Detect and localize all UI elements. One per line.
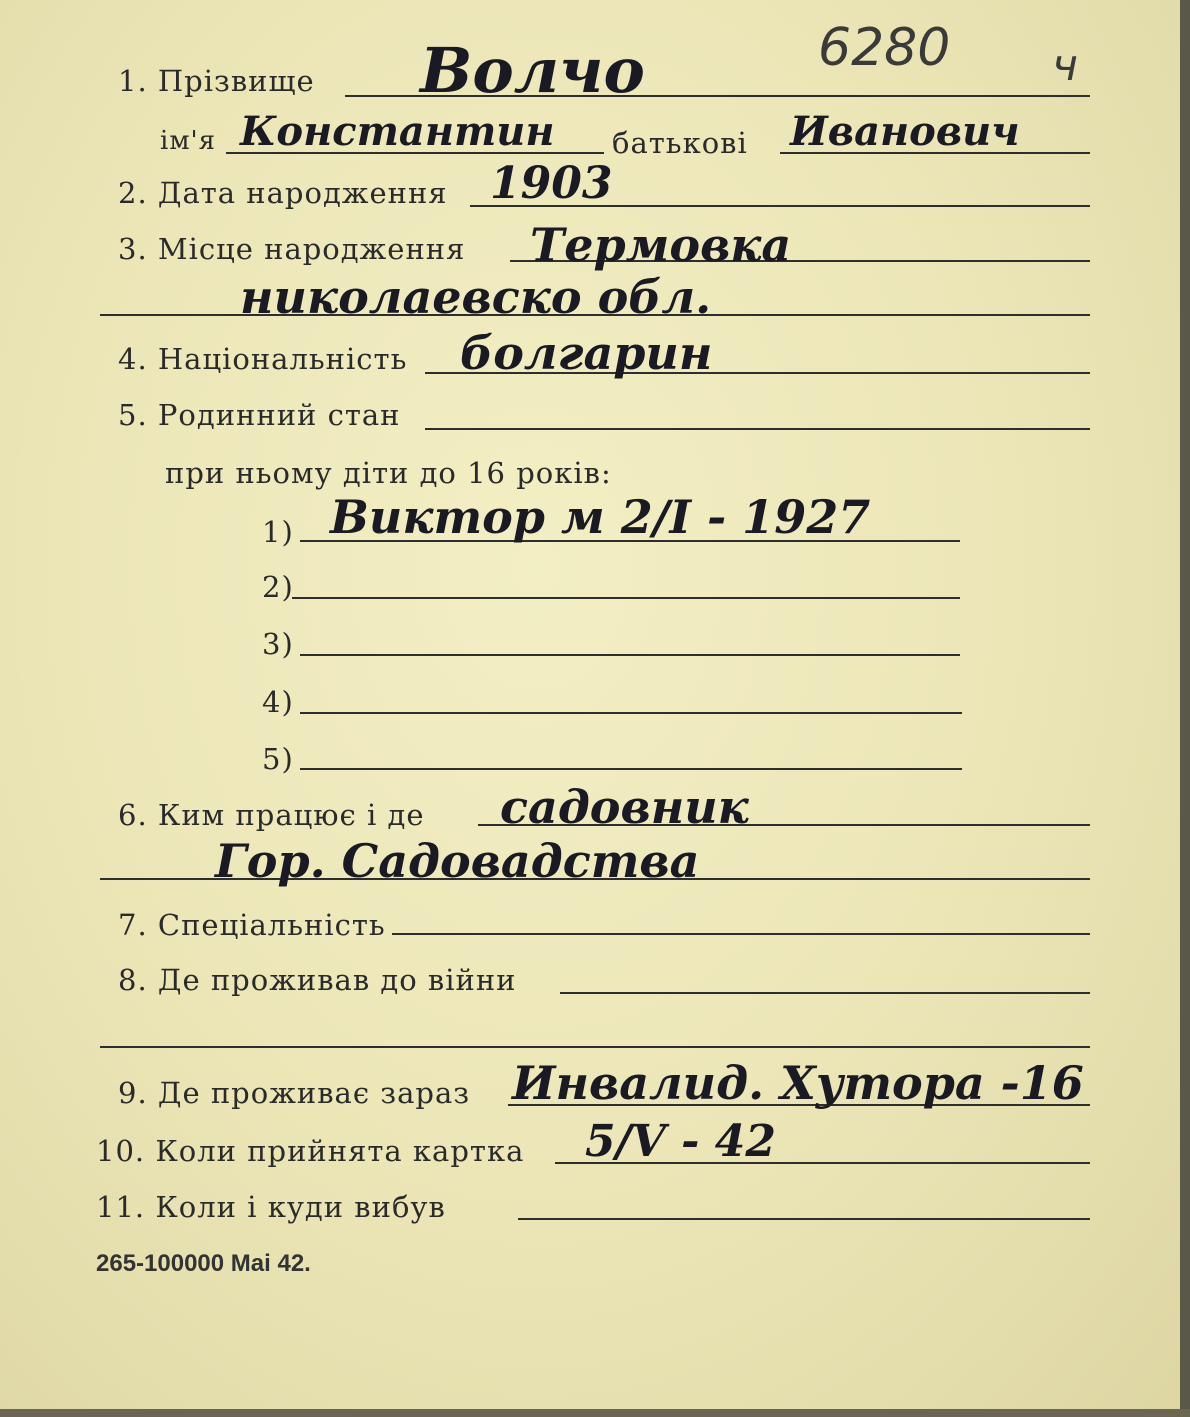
name-value: Константин: [240, 108, 555, 155]
child-2-num: 2): [262, 570, 294, 604]
print-mark: 265-100000 Mai 42.: [96, 1250, 311, 1277]
child-5-line: [300, 768, 962, 770]
child-2-line: [292, 597, 960, 599]
work-value-2: Гор. Садовадства: [215, 834, 700, 888]
work-label: 6. Ким працює і де: [118, 798, 425, 832]
departed-label: 11. Коли і куди вибув: [96, 1190, 446, 1224]
current-value: Инвалид. Хутора -16: [512, 1056, 1084, 1110]
children-label: при ньому діти до 16 років:: [165, 456, 612, 490]
child-4-line: [300, 712, 962, 714]
accepted-label: 10. Коли прийнята картка: [96, 1134, 525, 1168]
nationality-label: 4. Національність: [118, 342, 408, 376]
name-label: ім'я: [160, 126, 217, 156]
prewar-line-2: [100, 1046, 1090, 1048]
child-5-num: 5): [262, 742, 294, 776]
patronymic-label: батькові: [612, 126, 748, 160]
departed-line: [518, 1218, 1090, 1220]
ref-number: 6280: [818, 18, 951, 78]
birth-place-value-1: Термовка: [530, 218, 792, 272]
marital-line: [425, 428, 1090, 430]
birth-place-label: 3. Місце народження: [118, 232, 466, 266]
surname-value: Волчо: [420, 34, 645, 107]
ref-suffix: ч: [1052, 40, 1078, 91]
birth-date-label: 2. Дата народження: [118, 176, 448, 210]
card-edge-right: [1180, 0, 1190, 1417]
surname-label: 1. Прізвище: [118, 64, 315, 98]
child-1-value: Виктор м 2/I - 1927: [330, 490, 871, 544]
child-4-num: 4): [262, 685, 294, 719]
accepted-value: 5/V - 42: [585, 1116, 776, 1167]
current-label: 9. Де проживає зараз: [118, 1076, 471, 1110]
card-edge-bottom: [0, 1409, 1190, 1417]
work-value-1: садовник: [500, 780, 749, 834]
patronymic-value: Иванович: [790, 108, 1020, 155]
child-3-num: 3): [262, 627, 294, 661]
prewar-label: 8. Де проживав до війни: [118, 963, 517, 997]
prewar-line-1: [560, 992, 1090, 994]
birth-place-value-2: николаевско обл.: [240, 270, 712, 324]
specialty-line: [392, 933, 1090, 935]
child-3-line: [300, 654, 960, 656]
child-1-num: 1): [262, 515, 294, 549]
marital-label: 5. Родинний стан: [118, 398, 401, 432]
specialty-label: 7. Спеціальність: [118, 908, 386, 942]
nationality-value: болгарин: [460, 326, 713, 380]
birth-date-value: 1903: [490, 158, 613, 209]
